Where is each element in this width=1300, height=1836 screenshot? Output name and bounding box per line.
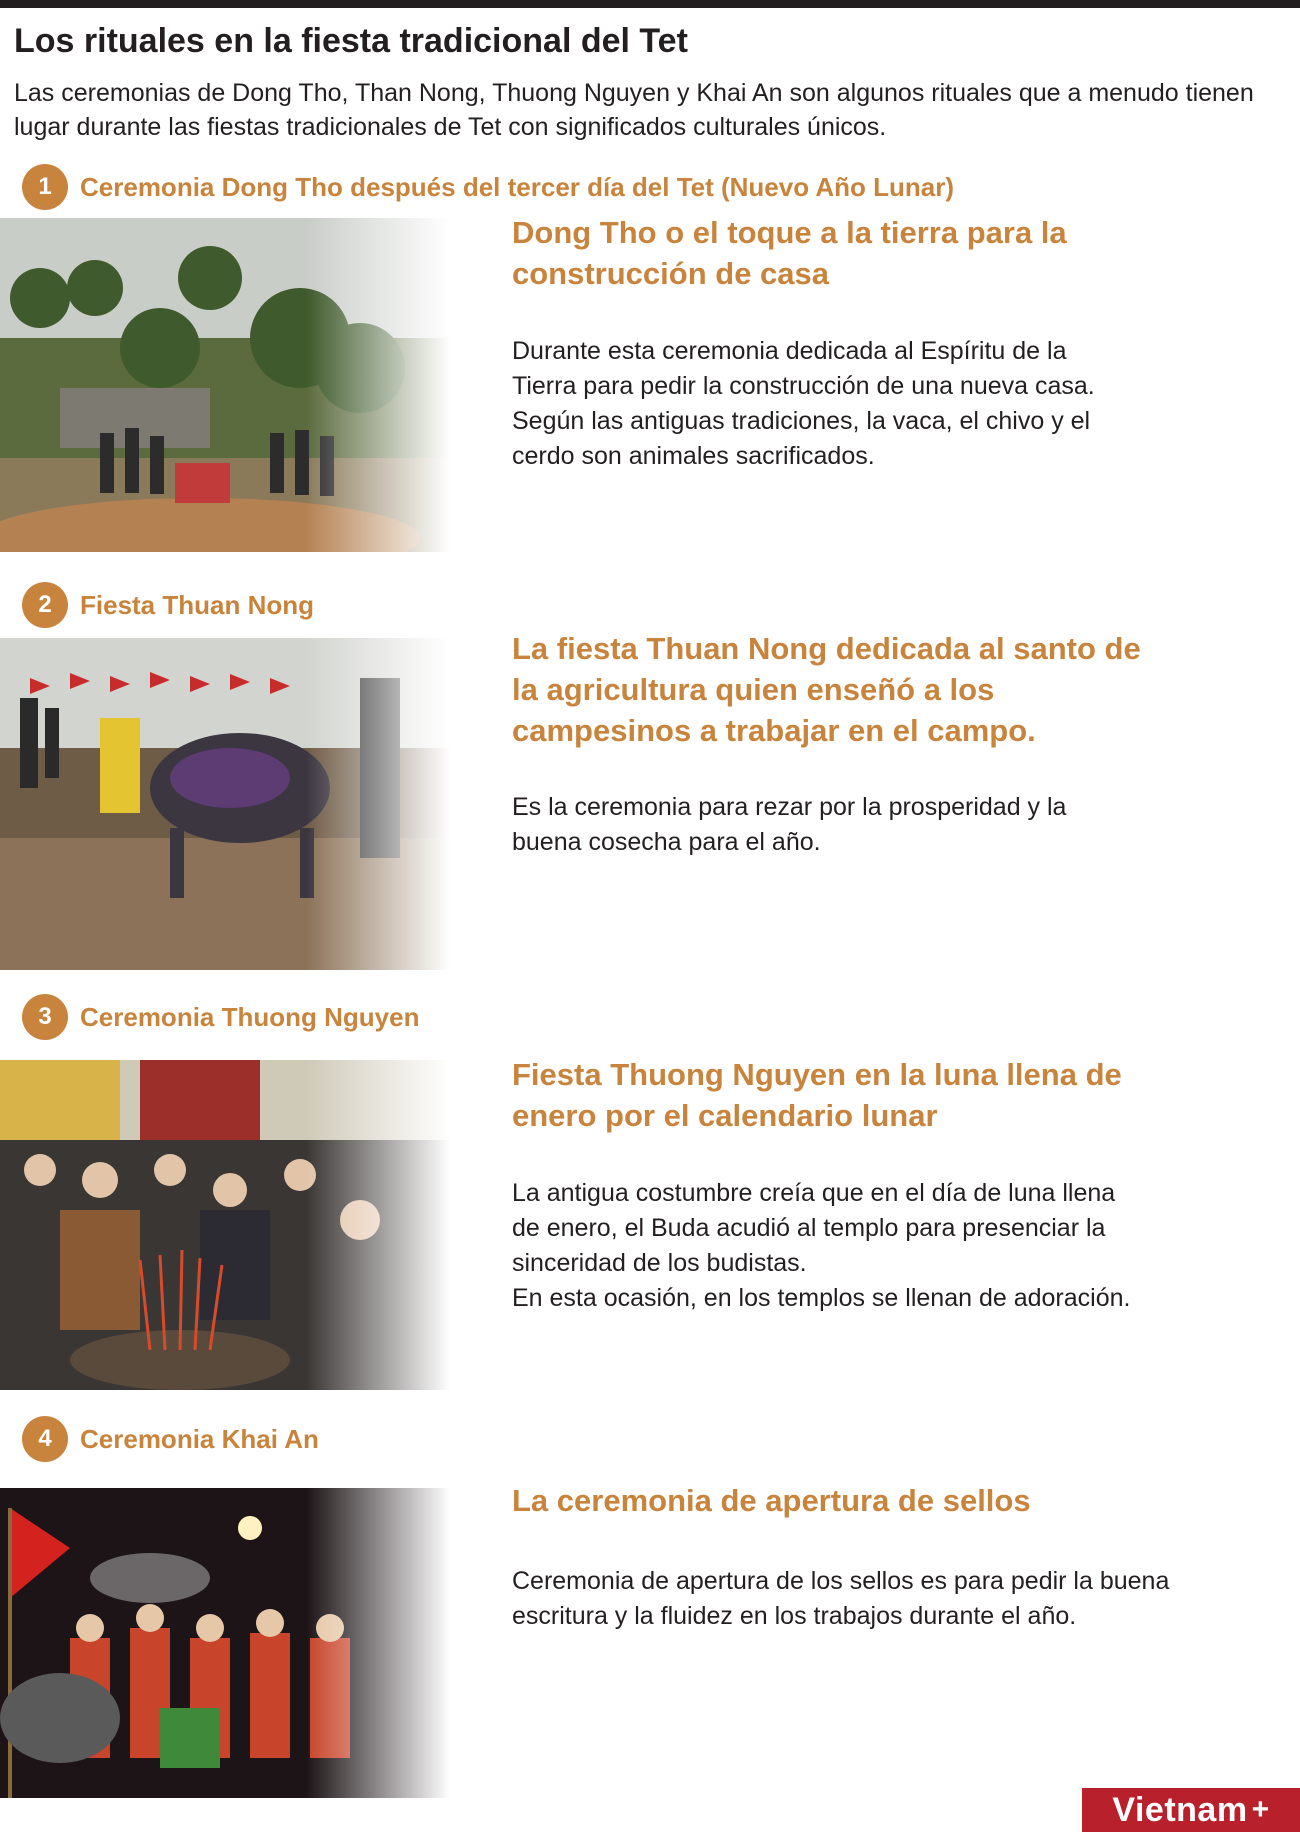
logo-text: Vietnam	[1112, 1790, 1248, 1829]
body-paragraph: Durante esta ceremonia dedicada al Espíritu de la Tierra para pedir la construcción de una nueva casa. Según las antiguas tradiciones, la vaca, el chivo y el cerdo son animales sacrificados.	[512, 337, 1095, 470]
section-body	[512, 334, 1132, 474]
page-title: Los rituales en la fiesta tradicional del Tet	[14, 22, 688, 60]
section-number-badge: 2	[22, 582, 68, 628]
section-body	[512, 1564, 1252, 1634]
thuan-nong-photo	[0, 638, 450, 970]
section-number-badge: 4	[22, 1416, 68, 1462]
section-number-badge: 3	[22, 994, 68, 1040]
section-subtitle: Dong Tho o el toque a la tierra para la construcción de casa	[512, 215, 1067, 291]
section-title: Ceremonia Thuong Nguyen	[80, 1001, 420, 1032]
section-title: Ceremonia Dong Tho después del tercer día del Tet (Nuevo Año Lunar)	[80, 171, 955, 202]
top-bar	[0, 0, 1300, 8]
vietnamplus-logo	[1082, 1788, 1300, 1832]
section-2-header	[22, 582, 314, 628]
section-subtitle: Fiesta Thuong Nguyen en la luna llena de enero por el calendario lunar	[512, 1057, 1122, 1133]
section-body	[512, 790, 1132, 860]
section-body	[512, 1176, 1132, 1316]
body-paragraph: La antigua costumbre creía que en el día de luna llena de enero, el Buda acudió al templo para presenciar la sinceridad de los budistas.	[512, 1179, 1116, 1277]
body-paragraph: En esta ocasión, en los templos se llenan de adoración.	[512, 1284, 1131, 1312]
section-4-header	[22, 1416, 319, 1462]
plus-icon: +	[1251, 1793, 1270, 1826]
section-1-header	[22, 164, 954, 210]
section-subtitle: La fiesta Thuan Nong dedicada al santo de la agricultura quien enseñó a los campesinos a trabajar en el campo.	[512, 631, 1141, 748]
body-paragraph: Es la ceremonia para rezar por la prosperidad y la buena cosecha para el año.	[512, 793, 1067, 856]
intro-text: Las ceremonias de Dong Tho, Than Nong, Thuong Nguyen y Khai An son algunos rituales que a menudo tienen lugar durante las fiestas tradicionales de Tet con significados culturales únicos.	[14, 79, 1254, 141]
thuong-nguyen-photo	[0, 1060, 450, 1390]
khai-an-photo	[0, 1488, 450, 1798]
section-title: Fiesta Thuan Nong	[80, 589, 314, 620]
body-paragraph: Ceremonia de apertura de los sellos es para pedir la buena escritura y la fluidez en los trabajos durante el año.	[512, 1567, 1170, 1630]
section-number-badge: 1	[22, 164, 68, 210]
section-subtitle: La ceremonia de apertura de sellos	[512, 1483, 1031, 1518]
section-3-header	[22, 994, 419, 1040]
dong-tho-photo	[0, 218, 450, 552]
section-title: Ceremonia Khai An	[80, 1423, 319, 1454]
